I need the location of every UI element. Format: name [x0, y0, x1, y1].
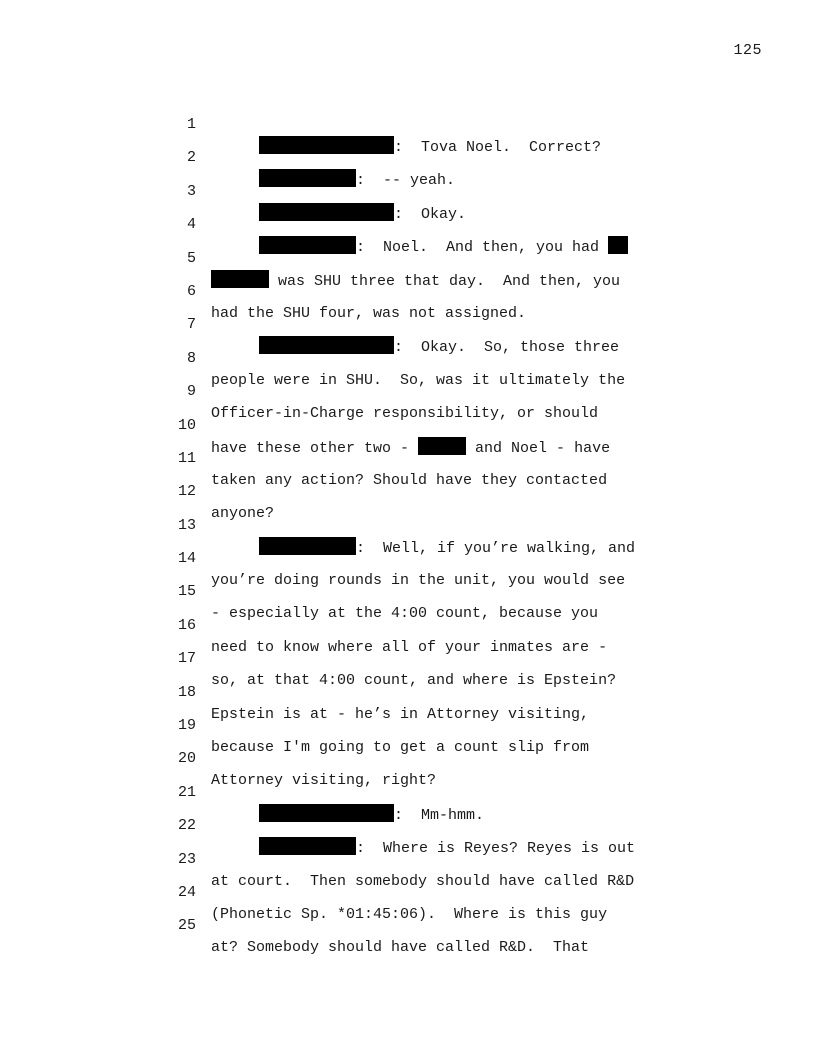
line-number: 20 — [177, 750, 196, 768]
transcript-line-20 — [0, 726, 816, 790]
transcript-line-13 — [0, 493, 816, 557]
line-text: so, at that 4:00 count, and where is Epstein? — [211, 672, 617, 690]
transcript-line-18 — [0, 660, 816, 723]
line-text: Officer-in-Charge responsibility, or should — [211, 405, 599, 423]
transcript-line-4 — [0, 192, 816, 257]
line-number: 4 — [186, 216, 196, 234]
line-number: 21 — [177, 783, 196, 801]
line-text: : Okay. — [394, 205, 467, 223]
line-text: Epstein is at - he’s in Attorney visiting, — [211, 705, 590, 723]
transcript-line-19 — [0, 693, 816, 757]
line-text: : Okay. So, those three — [394, 339, 620, 357]
transcript-line-23 — [0, 827, 816, 890]
line-number: 12 — [177, 483, 196, 501]
line-number: 10 — [177, 416, 196, 434]
line-number: 15 — [177, 583, 196, 601]
line-number: 6 — [186, 282, 196, 300]
line-text: had the SHU four, was not assigned. — [211, 304, 527, 322]
line-number: 18 — [177, 683, 196, 701]
transcript-line-21 — [0, 760, 816, 824]
line-number: 11 — [177, 449, 196, 467]
line-text: was SHU three that day. And then, you — [269, 272, 621, 290]
line-number: 5 — [186, 249, 196, 267]
line-text: need to know where all of your inmates are - — [211, 638, 608, 656]
line-text: : Tova Noel. Correct? — [394, 139, 602, 156]
transcript-line-16 — [0, 593, 816, 656]
transcript-line-22 — [0, 793, 816, 858]
line-number: 25 — [177, 917, 196, 935]
transcript-line-8 — [0, 326, 816, 389]
transcript-line-10 — [0, 393, 816, 457]
line-text: : Where is Reyes? Reyes is out — [356, 840, 636, 858]
transcript-body — [0, 92, 816, 957]
line-number: 22 — [177, 817, 196, 835]
transcript-line-2 — [0, 125, 816, 190]
line-number: 13 — [177, 516, 196, 534]
line-text: people were in SHU. So, was it ultimately the — [211, 371, 626, 389]
line-text: : Mm-hmm. — [394, 806, 485, 824]
transcript-line-5 — [0, 226, 816, 290]
transcript-line-1 — [0, 92, 816, 156]
line-text: : Noel. And then, you had — [356, 239, 609, 257]
line-text: - especially at the 4:00 count, because you — [211, 605, 599, 623]
line-number: 16 — [177, 616, 196, 634]
line-number: 2 — [186, 149, 196, 167]
line-text: at court. Then somebody should have called R&D — [211, 872, 635, 890]
line-number: 17 — [177, 650, 196, 668]
transcript-line-12 — [0, 459, 816, 523]
line-text: anyone? — [211, 505, 275, 523]
line-number: 14 — [177, 550, 196, 568]
line-text: and Noel - have — [466, 439, 611, 457]
line-number: 3 — [186, 182, 196, 200]
line-text: because I'm going to get a count slip from — [211, 739, 590, 757]
line-number: 1 — [186, 116, 196, 133]
transcript-line-11 — [0, 426, 816, 489]
line-text: taken any action? Should have they contacted — [211, 471, 608, 489]
transcript-line-17 — [0, 626, 816, 690]
transcript-line-15 — [0, 559, 816, 623]
transcript-line-6 — [0, 259, 816, 322]
transcript-line-24 — [0, 860, 816, 923]
transcript-line-3 — [0, 159, 816, 223]
line-text: you’re doing rounds in the unit, you would see — [211, 572, 626, 590]
line-number: 9 — [186, 383, 196, 401]
line-text: at? Somebody should have called R&D. That — [211, 939, 590, 957]
transcript-line-14 — [0, 526, 816, 590]
line-number: 19 — [177, 717, 196, 735]
line-number: 8 — [186, 349, 196, 367]
transcript-line-7 — [0, 292, 816, 357]
line-number: 7 — [186, 316, 196, 334]
line-text: (Phonetic Sp. *01:45:06). Where is this guy — [211, 905, 608, 923]
transcript-line-25 — [0, 893, 816, 957]
line-number: 24 — [177, 883, 196, 901]
line-text: : Well, if you’re walking, and — [356, 539, 636, 557]
line-text: have these other two - — [211, 439, 419, 457]
line-number: 23 — [177, 850, 196, 868]
line-text: : -- yeah. — [356, 172, 456, 190]
line-text: Attorney visiting, right? — [211, 772, 437, 790]
transcript-line-9 — [0, 359, 816, 423]
page-number: 125 — [733, 42, 762, 59]
